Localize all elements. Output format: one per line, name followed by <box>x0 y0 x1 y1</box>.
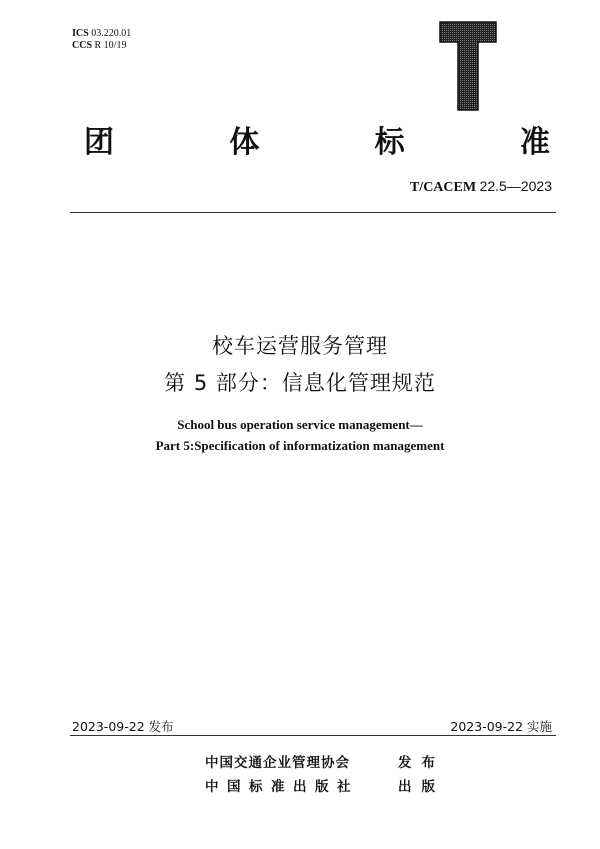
publisher-action: 发布 <box>398 755 445 771</box>
ics-line <box>72 28 131 40</box>
standard-type-char: 标 <box>374 125 405 160</box>
bottom-divider <box>70 735 556 736</box>
publisher-org: 中国交通企业管理协会 <box>205 755 350 771</box>
ccs-label: CCS <box>72 40 93 51</box>
standard-logo-t <box>438 20 498 112</box>
standard-type-heading <box>84 117 550 161</box>
title-en-line2: Part 5:Specification of informatization management <box>155 438 445 453</box>
title-zh-line1: 校车运营服务管理 <box>212 334 388 358</box>
standard-number-prefix: T/CACEM <box>409 180 477 195</box>
title-zh-line2: 第 5 部分：信息化管理规范 <box>164 371 436 395</box>
standard-type-char: 团 <box>84 125 114 160</box>
publisher-org: 中国标准出版社 <box>205 779 359 795</box>
standard-type-char: 体 <box>229 125 260 160</box>
standard-number-value: 22.5—2023 <box>479 178 552 194</box>
classification-codes <box>72 28 131 52</box>
top-divider <box>70 212 556 213</box>
publisher-row <box>205 751 445 771</box>
issue-date: 2023-09-22 发布 <box>72 719 174 734</box>
ics-code: 03.220.01 <box>91 28 132 39</box>
publisher-action: 出版 <box>398 779 445 795</box>
title-en-line1: School bus operation service management— <box>177 417 423 432</box>
ics-label: ICS <box>72 28 89 39</box>
ccs-line <box>72 40 131 52</box>
standard-number <box>410 178 552 196</box>
standard-type-char: 准 <box>519 125 550 160</box>
ccs-code: R 10/19 <box>94 40 127 51</box>
publisher-row <box>205 775 445 795</box>
implement-date: 2023-09-22 实施 <box>450 719 552 734</box>
